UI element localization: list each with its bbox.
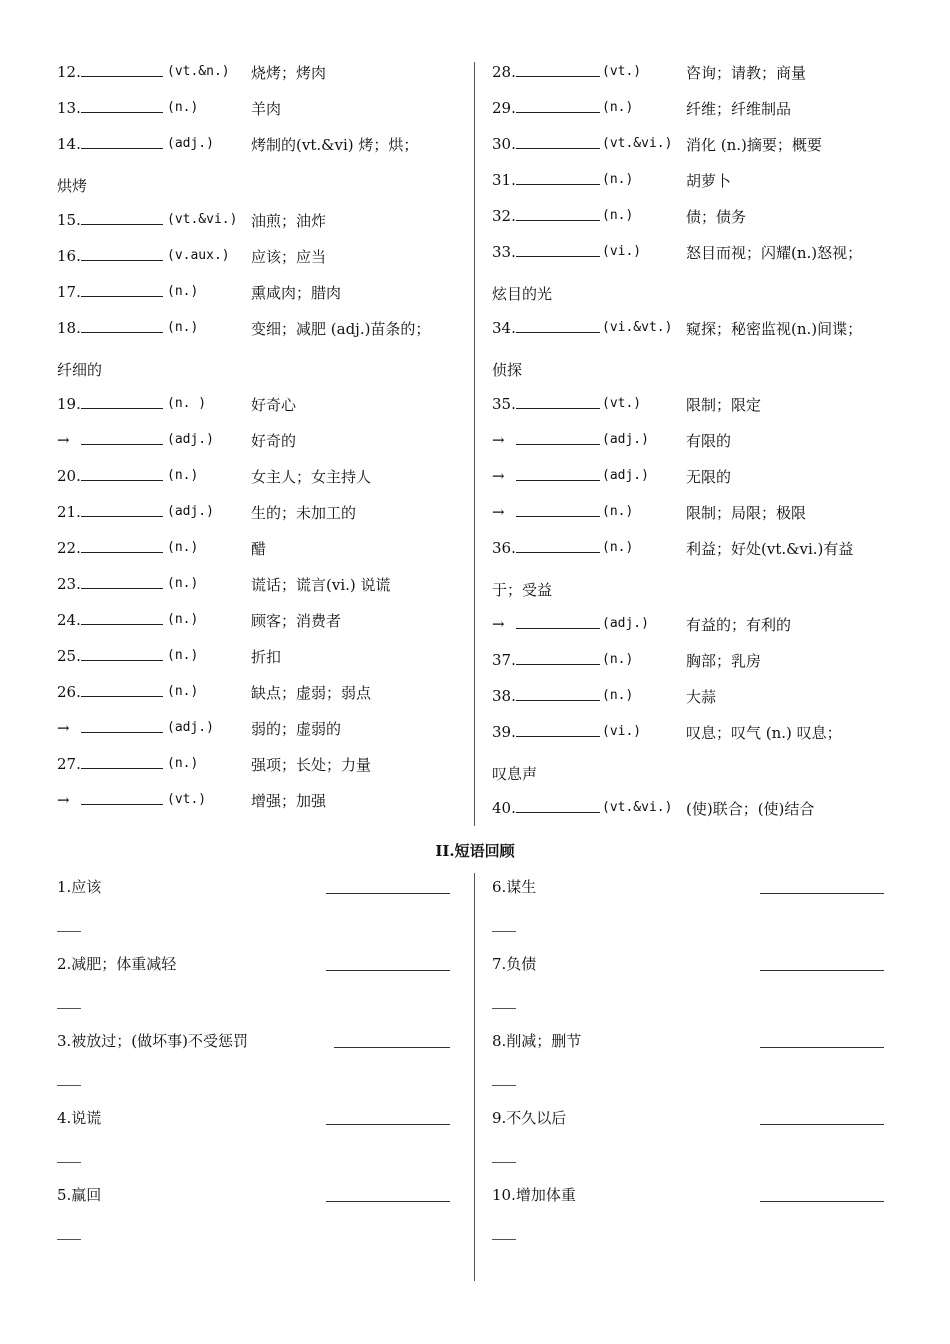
phrase-answer-line[interactable] bbox=[326, 893, 450, 894]
part-of-speech: (n.) bbox=[167, 756, 199, 771]
part-of-speech: (n.) bbox=[602, 208, 634, 223]
answer-blank[interactable] bbox=[81, 754, 163, 769]
answer-blank[interactable] bbox=[516, 722, 600, 737]
word-meaning: 叹息；叹气 (n.) 叹息； bbox=[686, 724, 842, 742]
vocab-item bbox=[57, 318, 457, 354]
part-of-speech: (vt.&n.) bbox=[167, 64, 230, 79]
word-meaning: 咨询；请教；商量 bbox=[686, 64, 807, 82]
part-of-speech: (vi.&vt.) bbox=[602, 320, 673, 335]
vocab-item bbox=[57, 210, 457, 246]
item-number: 33. bbox=[492, 243, 516, 261]
derivative-arrow: → bbox=[492, 503, 505, 521]
part-of-speech: (vt.&vi.) bbox=[167, 212, 238, 227]
item-number: 39. bbox=[492, 723, 516, 741]
part-of-speech: (vt.) bbox=[602, 64, 642, 79]
phrase-answer-line[interactable] bbox=[760, 1047, 884, 1048]
item-number: 36. bbox=[492, 539, 516, 557]
item-number: 31. bbox=[492, 171, 516, 189]
word-meaning: 增强；加强 bbox=[251, 792, 327, 810]
vocab-right-column bbox=[492, 62, 902, 834]
vocab-item bbox=[492, 502, 902, 538]
word-meaning: 熏咸肉；腊肉 bbox=[251, 284, 342, 302]
vocab-item bbox=[492, 650, 902, 686]
word-meaning: 油煎；油炸 bbox=[251, 212, 327, 230]
part-of-speech: (vt.&vi.) bbox=[602, 136, 673, 151]
part-of-speech: (adj.) bbox=[602, 616, 649, 631]
vocab-item bbox=[492, 170, 902, 206]
word-meaning: 消化 (n.)摘要；概要 bbox=[686, 136, 822, 154]
answer-blank[interactable] bbox=[81, 466, 163, 481]
word-meaning: 羊肉 bbox=[251, 100, 282, 118]
vocab-item bbox=[57, 646, 457, 682]
part-of-speech: (adj.) bbox=[167, 720, 214, 735]
phrase-prompt: 10.增加体重 bbox=[492, 1186, 576, 1204]
part-of-speech: (vt.) bbox=[602, 396, 642, 411]
item-number: 15. bbox=[57, 211, 81, 229]
phrase-prompt: 9.不久以后 bbox=[492, 1109, 567, 1127]
word-meaning: 谎话；谎言(vi.) 说谎 bbox=[251, 576, 391, 594]
item-number: 21. bbox=[57, 503, 81, 521]
word-meaning: 女主人；女主持人 bbox=[251, 468, 372, 486]
word-meaning: 大蒜 bbox=[686, 688, 717, 706]
item-number: 18. bbox=[57, 319, 81, 337]
part-of-speech: (n. ) bbox=[167, 396, 207, 411]
phrase-answer-line[interactable] bbox=[326, 1201, 450, 1202]
vocab-item bbox=[57, 466, 457, 502]
vocab-item bbox=[492, 538, 902, 574]
item-number: 34. bbox=[492, 319, 516, 337]
phrase-prompt: 1.应该 bbox=[57, 878, 102, 896]
derivative-arrow: → bbox=[57, 791, 70, 809]
item-number: 27. bbox=[57, 755, 81, 773]
answer-blank[interactable] bbox=[516, 614, 600, 629]
item-number: 19. bbox=[57, 395, 81, 413]
word-meaning: 无限的 bbox=[686, 468, 732, 486]
item-number: 14. bbox=[57, 135, 81, 153]
answer-blank[interactable] bbox=[81, 134, 163, 149]
item-number: 25. bbox=[57, 647, 81, 665]
phrase-prompt: 3.被放过；(做坏事)不受惩罚 bbox=[57, 1032, 249, 1050]
answer-blank[interactable] bbox=[81, 574, 163, 589]
vocab-item bbox=[492, 62, 902, 98]
vocab-item bbox=[57, 98, 457, 134]
word-meaning-continued: 侦探 bbox=[492, 361, 523, 379]
item-number: 23. bbox=[57, 575, 81, 593]
answer-blank[interactable] bbox=[81, 610, 163, 625]
answer-blank[interactable] bbox=[516, 430, 600, 445]
answer-blank[interactable] bbox=[81, 718, 163, 733]
answer-blank[interactable] bbox=[516, 394, 600, 409]
item-number: 32. bbox=[492, 207, 516, 225]
phrase-answer-line-continued[interactable] bbox=[492, 1239, 516, 1240]
answer-blank[interactable] bbox=[516, 62, 600, 77]
answer-blank[interactable] bbox=[81, 682, 163, 697]
answer-blank[interactable] bbox=[516, 686, 600, 701]
phrase-answer-line-continued[interactable] bbox=[57, 1239, 81, 1240]
phrase-answer-line[interactable] bbox=[760, 1124, 884, 1125]
word-meaning: 利益；好处(vt.&vi.)有益 bbox=[686, 540, 854, 558]
answer-blank[interactable] bbox=[516, 318, 600, 333]
item-number: 40. bbox=[492, 799, 516, 817]
word-meaning: 纤维；纤维制品 bbox=[686, 100, 792, 118]
vocab-item bbox=[57, 718, 457, 754]
part-of-speech: (n.) bbox=[167, 320, 199, 335]
part-of-speech: (n.) bbox=[167, 540, 199, 555]
word-meaning: 顾客；消费者 bbox=[251, 612, 342, 630]
item-number: 35. bbox=[492, 395, 516, 413]
word-meaning-continued: 纤细的 bbox=[57, 361, 103, 379]
phrase-answer-line-continued[interactable] bbox=[57, 1008, 81, 1009]
phrase-prompt: 6.谋生 bbox=[492, 878, 537, 896]
part-of-speech: (adj.) bbox=[167, 504, 214, 519]
answer-blank[interactable] bbox=[516, 466, 600, 481]
answer-blank[interactable] bbox=[81, 62, 163, 77]
column-divider-top bbox=[474, 62, 475, 826]
answer-blank[interactable] bbox=[516, 650, 600, 665]
part-of-speech: (vt.) bbox=[167, 792, 207, 807]
item-number: 29. bbox=[492, 99, 516, 117]
derivative-arrow: → bbox=[57, 431, 70, 449]
vocab-item bbox=[492, 686, 902, 722]
word-meaning: 烧烤；烤肉 bbox=[251, 64, 327, 82]
item-number: 12. bbox=[57, 63, 81, 81]
derivative-arrow: → bbox=[492, 467, 505, 485]
vocab-item bbox=[492, 98, 902, 134]
part-of-speech: (adj.) bbox=[602, 468, 649, 483]
vocab-item bbox=[492, 466, 902, 502]
word-meaning: 折扣 bbox=[251, 648, 282, 666]
word-meaning: 醋 bbox=[251, 540, 267, 558]
phrase-answer-line-continued[interactable] bbox=[57, 931, 81, 932]
answer-blank[interactable] bbox=[516, 502, 600, 517]
part-of-speech: (vt.&vi.) bbox=[602, 800, 673, 815]
answer-blank[interactable] bbox=[81, 430, 163, 445]
word-meaning: 好奇的 bbox=[251, 432, 297, 450]
part-of-speech: (adj.) bbox=[167, 136, 214, 151]
item-number: 22. bbox=[57, 539, 81, 557]
word-meaning: 好奇心 bbox=[251, 396, 297, 414]
vocab-item bbox=[492, 206, 902, 242]
derivative-arrow: → bbox=[57, 719, 70, 737]
phrase-answer-line-continued[interactable] bbox=[492, 1162, 516, 1163]
word-meaning-continued: 叹息声 bbox=[492, 765, 538, 783]
vocab-item bbox=[57, 754, 457, 790]
part-of-speech: (n.) bbox=[167, 468, 199, 483]
word-meaning: 怒目而视；闪耀(n.)怒视； bbox=[686, 244, 863, 262]
phrase-prompt: 7.负债 bbox=[492, 955, 537, 973]
word-meaning: 胸部；乳房 bbox=[686, 652, 762, 670]
part-of-speech: (n.) bbox=[167, 648, 199, 663]
word-meaning: 有限的 bbox=[686, 432, 732, 450]
item-number: 13. bbox=[57, 99, 81, 117]
item-number: 16. bbox=[57, 247, 81, 265]
answer-blank[interactable] bbox=[516, 206, 600, 221]
word-meaning: 有益的；有利的 bbox=[686, 616, 792, 634]
part-of-speech: (v.aux.) bbox=[167, 248, 230, 263]
part-of-speech: (n.) bbox=[602, 652, 634, 667]
answer-blank[interactable] bbox=[516, 242, 600, 257]
vocab-item bbox=[492, 242, 902, 278]
vocab-item bbox=[57, 246, 457, 282]
vocab-left-column bbox=[57, 62, 457, 826]
answer-blank[interactable] bbox=[516, 538, 600, 553]
answer-blank[interactable] bbox=[516, 170, 600, 185]
column-divider-bottom bbox=[474, 873, 475, 1281]
word-meaning: 限制；限定 bbox=[686, 396, 762, 414]
phrase-answer-line[interactable] bbox=[760, 893, 884, 894]
answer-blank[interactable] bbox=[81, 282, 163, 297]
answer-blank[interactable] bbox=[516, 98, 600, 113]
phrase-answer-line-continued[interactable] bbox=[492, 931, 516, 932]
phrase-prompt: 4.说谎 bbox=[57, 1109, 102, 1127]
vocab-item bbox=[57, 502, 457, 538]
section-title-phrases: II.短语回顾 bbox=[435, 842, 515, 860]
phrase-answer-line[interactable] bbox=[326, 1124, 450, 1125]
vocab-item bbox=[57, 538, 457, 574]
answer-blank[interactable] bbox=[81, 646, 163, 661]
part-of-speech: (vi.) bbox=[602, 244, 642, 259]
item-number: 20. bbox=[57, 467, 81, 485]
vocab-item bbox=[492, 394, 902, 430]
answer-blank[interactable] bbox=[81, 318, 163, 333]
part-of-speech: (n.) bbox=[167, 576, 199, 591]
item-number: 17. bbox=[57, 283, 81, 301]
vocab-item bbox=[492, 318, 902, 354]
answer-blank[interactable] bbox=[81, 394, 163, 409]
word-meaning: 债；债务 bbox=[686, 208, 747, 226]
phrase-answer-line[interactable] bbox=[326, 970, 450, 971]
part-of-speech: (n.) bbox=[602, 100, 634, 115]
word-meaning: 限制；局限；极限 bbox=[686, 504, 807, 522]
vocab-item bbox=[57, 790, 457, 826]
vocab-item bbox=[492, 798, 902, 834]
item-number: 26. bbox=[57, 683, 81, 701]
part-of-speech: (n.) bbox=[167, 284, 199, 299]
word-meaning-continued: 烘烤 bbox=[57, 177, 88, 195]
phrase-answer-line-continued[interactable] bbox=[492, 1008, 516, 1009]
phrase-prompt: 8.削减；删节 bbox=[492, 1032, 582, 1050]
vocab-item bbox=[492, 134, 902, 170]
part-of-speech: (n.) bbox=[167, 684, 199, 699]
answer-blank[interactable] bbox=[516, 798, 600, 813]
part-of-speech: (vi.) bbox=[602, 724, 642, 739]
phrase-answer-line[interactable] bbox=[760, 970, 884, 971]
item-number: 24. bbox=[57, 611, 81, 629]
phrase-answer-line[interactable] bbox=[334, 1047, 450, 1048]
vocab-item bbox=[57, 394, 457, 430]
part-of-speech: (n.) bbox=[602, 540, 634, 555]
part-of-speech: (n.) bbox=[167, 612, 199, 627]
answer-blank[interactable] bbox=[516, 134, 600, 149]
part-of-speech: (adj.) bbox=[602, 432, 649, 447]
word-meaning: 生的；未加工的 bbox=[251, 504, 357, 522]
word-meaning: 弱的；虚弱的 bbox=[251, 720, 342, 738]
answer-blank[interactable] bbox=[81, 502, 163, 517]
word-meaning-continued: 炫目的光 bbox=[492, 285, 553, 303]
answer-blank[interactable] bbox=[81, 98, 163, 113]
answer-blank[interactable] bbox=[81, 538, 163, 553]
phrase-prompt: 5.赢回 bbox=[57, 1186, 102, 1204]
part-of-speech: (n.) bbox=[602, 504, 634, 519]
word-meaning: (使)联合；(使)结合 bbox=[686, 800, 815, 818]
vocab-item bbox=[492, 430, 902, 466]
word-meaning: 窥探；秘密监视(n.)间谍； bbox=[686, 320, 863, 338]
word-meaning: 缺点；虚弱；弱点 bbox=[251, 684, 372, 702]
phrase-answer-line[interactable] bbox=[760, 1201, 884, 1202]
phrase-answer-line-continued[interactable] bbox=[57, 1162, 81, 1163]
word-meaning-continued: 于；受益 bbox=[492, 581, 553, 599]
part-of-speech: (n.) bbox=[602, 172, 634, 187]
item-number: 38. bbox=[492, 687, 516, 705]
word-meaning: 胡萝卜 bbox=[686, 172, 732, 190]
word-meaning: 变细；减肥 (adj.)苗条的； bbox=[251, 320, 431, 338]
word-meaning: 烤制的(vt.&vi) 烤；烘； bbox=[251, 136, 419, 154]
vocab-item bbox=[57, 682, 457, 718]
part-of-speech: (adj.) bbox=[167, 432, 214, 447]
vocab-item bbox=[57, 610, 457, 646]
answer-blank[interactable] bbox=[81, 210, 163, 225]
derivative-arrow: → bbox=[492, 615, 505, 633]
item-number: 28. bbox=[492, 63, 516, 81]
vocab-item bbox=[57, 134, 457, 170]
part-of-speech: (n.) bbox=[167, 100, 199, 115]
vocab-item bbox=[57, 62, 457, 98]
vocab-item bbox=[492, 614, 902, 650]
vocab-item bbox=[57, 574, 457, 610]
word-meaning: 应该；应当 bbox=[251, 248, 327, 266]
item-number: 30. bbox=[492, 135, 516, 153]
phrase-answer-line-continued[interactable] bbox=[492, 1085, 516, 1086]
phrase-prompt: 2.减肥；体重减轻 bbox=[57, 955, 177, 973]
item-number: 37. bbox=[492, 651, 516, 669]
vocab-item bbox=[492, 722, 902, 758]
derivative-arrow: → bbox=[492, 431, 505, 449]
vocab-item bbox=[57, 282, 457, 318]
vocab-item bbox=[57, 430, 457, 466]
word-meaning: 强项；长处；力量 bbox=[251, 756, 372, 774]
answer-blank[interactable] bbox=[81, 790, 163, 805]
phrase-answer-line-continued[interactable] bbox=[57, 1085, 81, 1086]
answer-blank[interactable] bbox=[81, 246, 163, 261]
part-of-speech: (n.) bbox=[602, 688, 634, 703]
